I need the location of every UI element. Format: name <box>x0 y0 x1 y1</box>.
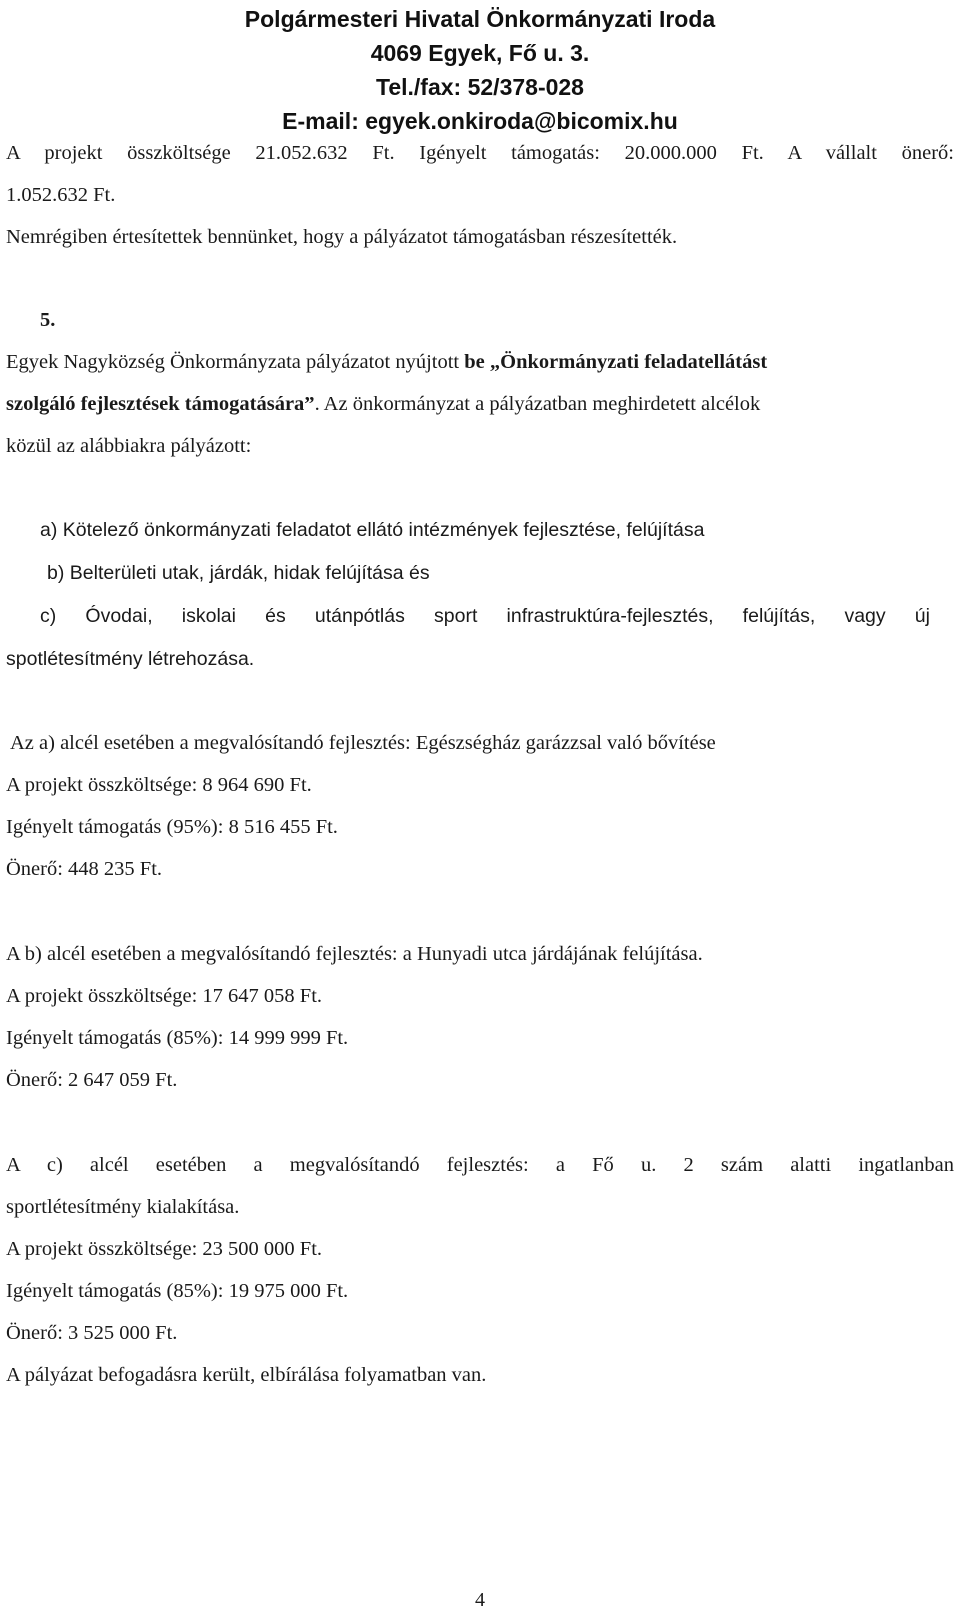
office-phone-fax: Tel./fax: 52/378-028 <box>376 74 584 100</box>
office-email: E-mail: egyek.onkiroda@bicomix.hu <box>282 108 678 134</box>
project-b-support: Igényelt támogatás (85%): 14 999 999 Ft. <box>6 1027 349 1049</box>
section-paragraph-line-1 <box>6 347 954 377</box>
section-paragraph-line-2 <box>6 389 954 419</box>
letterhead <box>0 2 960 138</box>
project-a-title: Az a) alcél esetében a megvalósítandó fejlesztés: Egészségház garázzsal való bővítése <box>10 732 716 754</box>
intro-cost-line-continued: 1.052.632 Ft. <box>6 184 116 206</box>
section-paragraph-bold-2: szolgáló fejlesztések támogatására” <box>6 393 315 415</box>
intro-notice: Nemrégiben értesítettek bennünket, hogy a pályázatot támogatásban részesítették. <box>6 226 678 248</box>
section-paragraph-text: Egyek Nagyközség Önkormányzata pályázatot nyújtott <box>6 351 465 373</box>
project-c-support: Igényelt támogatás (85%): 19 975 000 Ft. <box>6 1280 349 1302</box>
project-c-cost: A projekt összköltsége: 23 500 000 Ft. <box>6 1238 323 1260</box>
project-a-cost: A projekt összköltsége: 8 964 690 Ft. <box>6 774 312 796</box>
office-name: Polgármesteri Hivatal Önkormányzati Iroda <box>244 6 716 32</box>
project-c-title-continued: sportlétesítmény kialakítása. <box>6 1196 240 1218</box>
project-b-cost: A projekt összköltsége: 17 647 058 Ft. <box>6 985 323 1007</box>
subgoal-b: b) Belterületi utak, járdák, hidak felújítása és <box>47 562 430 584</box>
subgoal-a: a) Kötelező önkormányzati feladatot ellátó intézmények fejlesztése, felújítása <box>40 519 705 541</box>
office-address: 4069 Egyek, Fő u. 3. <box>370 40 590 66</box>
section-paragraph-line-3: közül az alábbiakra pályázott: <box>6 435 252 457</box>
project-c-title: A c) alcél esetében a megvalósítandó fejlesztés: a Fő u. 2 szám alatti ingatlanban <box>6 1154 954 1176</box>
project-c-own-contribution: Önerő: 3 525 000 Ft. <box>6 1322 178 1344</box>
page-number: 4 <box>475 1589 485 1611</box>
section-number: 5. <box>40 309 56 331</box>
intro-cost-line: A projekt összköltsége 21.052.632 Ft. Igényelt támogatás: 20.000.000 Ft. A vállalt önerő: <box>6 142 954 164</box>
application-status: A pályázat befogadásra került, elbírálása folyamatban van. <box>6 1364 487 1386</box>
project-a-own-contribution: Önerő: 448 235 Ft. <box>6 858 163 880</box>
project-a-support: Igényelt támogatás (95%): 8 516 455 Ft. <box>6 816 338 838</box>
section-paragraph-text-2: . Az önkormányzat a pályázatban meghirdetett alcélok <box>314 393 761 415</box>
subgoal-c: c) Óvodai, iskolai és utánpótlás sport infrastruktúra-fejlesztés, felújítás, vagy új <box>40 605 930 627</box>
section-paragraph-bold: be „Önkormányzati feladatellátást <box>464 351 768 373</box>
subgoal-c-continued: spotlétesítmény létrehozása. <box>6 648 255 670</box>
project-b-own-contribution: Önerő: 2 647 059 Ft. <box>6 1069 178 1091</box>
project-b-title: A b) alcél esetében a megvalósítandó fejlesztés: a Hunyadi utca járdájának felújítása. <box>6 943 703 965</box>
